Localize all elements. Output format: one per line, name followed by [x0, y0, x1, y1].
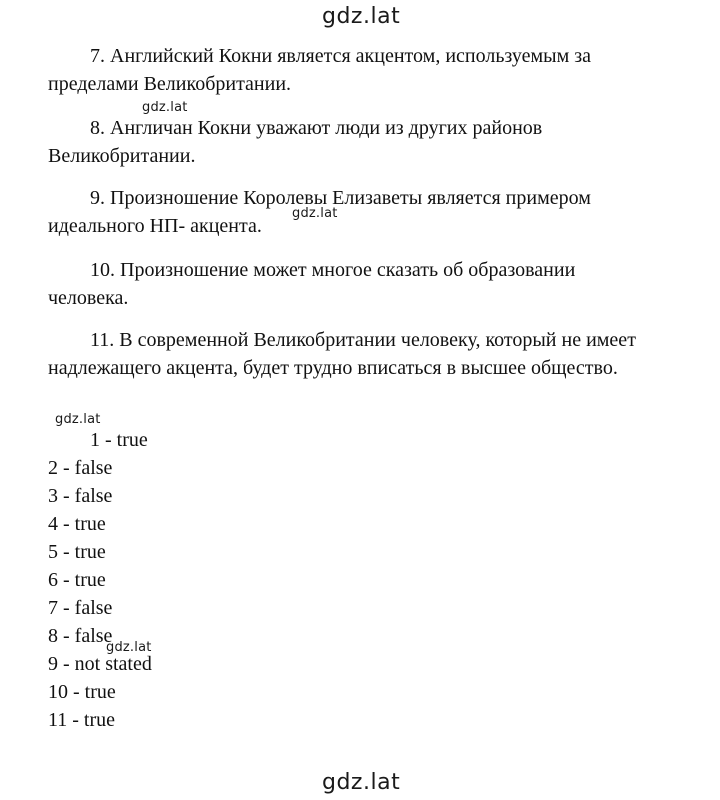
- answer-item-4: 4 - true: [48, 513, 106, 535]
- answer-item-11: 11 - true: [48, 709, 116, 731]
- statement-11: 11. В современной Великобритании человеку, который не имеет надлежащего акцента, будет трудно вписаться в высшее общество.: [48, 329, 636, 379]
- watermark-footer: gdz.lat: [322, 770, 401, 795]
- watermark-inline-4: gdz.lat: [106, 640, 152, 655]
- statement-9: 9. Произношение Королевы Елизаветы является примером идеального НП- акцента.: [48, 187, 591, 237]
- answer-item-6: 6 - true: [48, 569, 106, 591]
- answer-item-8: 8 - false: [48, 625, 113, 647]
- watermark-inline-3: gdz.lat: [55, 412, 101, 427]
- answer-item-9: 9 - not stated: [48, 653, 152, 675]
- answer-item-10: 10 - true: [48, 681, 116, 703]
- watermark-inline-1: gdz.lat: [142, 100, 188, 115]
- answer-item-3: 3 - false: [48, 485, 113, 507]
- watermark-header: gdz.lat: [322, 4, 401, 29]
- answer-item-5: 5 - true: [48, 541, 106, 563]
- answer-item-2: 2 - false: [48, 457, 113, 479]
- statement-10: 10. Произношение может многое сказать об образовании человека.: [48, 259, 576, 309]
- statement-7: 7. Английский Кокни является акцентом, используемым за пределами Великобритании.: [48, 45, 592, 95]
- statement-8: 8. Англичан Кокни уважают люди из других районов Великобритании.: [48, 117, 543, 167]
- answer-item-7: 7 - false: [48, 597, 113, 619]
- answer-item-1: 1 - true: [90, 429, 148, 451]
- watermark-inline-2: gdz.lat: [292, 206, 338, 221]
